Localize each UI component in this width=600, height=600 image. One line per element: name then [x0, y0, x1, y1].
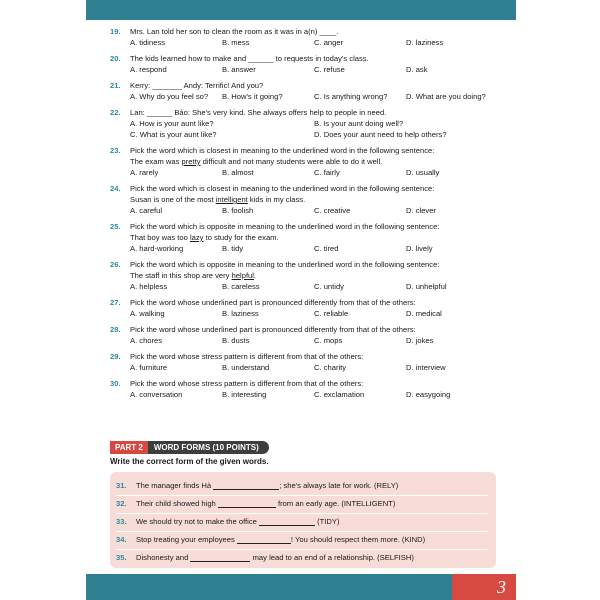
option-c: C. Is anything wrong? [314, 92, 388, 101]
option-d: D. easygoing [406, 390, 451, 399]
question-list [110, 26, 502, 405]
option-b: B. dusts [222, 336, 250, 345]
answer-blank [213, 481, 279, 490]
part-heading [110, 441, 269, 454]
option-d: D. clever [406, 206, 436, 215]
option-d: D. interview [406, 363, 446, 372]
question-number: 27. [110, 298, 121, 307]
question-text: Pick the word which is opposite in meaning to the underlined word in the following sentence: [130, 222, 440, 231]
option-b: B. Is your aunt doing well? [314, 119, 404, 128]
question-text: The kids learned how to make and ______ to requests in today's class. [130, 54, 369, 63]
option-a: A. chores [130, 336, 163, 345]
option-a: A. Why do you feel so? [130, 92, 209, 101]
question-text: Pick the word whose stress pattern is different from that of the others: [130, 352, 364, 361]
word-form-35 [116, 553, 414, 563]
underlined-word: pretty [181, 157, 201, 166]
word-forms-box [110, 472, 496, 568]
part-title: WORD FORMS (10 POINTS) [148, 441, 269, 454]
question-sentence: That boy was too lazy to study for the exam. [130, 233, 279, 242]
option-c: C. exclamation [314, 390, 365, 399]
sentence-start: The manager finds Hà [136, 481, 212, 490]
sentence-end: ; she's always late for work. (RELY) [279, 481, 399, 490]
option-c: C. anger [314, 38, 344, 47]
option-d: D. ask [406, 65, 428, 74]
question-text: Pick the word whose underlined part is pronounced differently from that of the others: [130, 325, 416, 334]
option-c: C. What is your aunt like? [130, 130, 217, 139]
sentence-start: Stop treating your employees [136, 535, 235, 544]
option-d: D. medical [406, 309, 442, 318]
question-sentence: Susan is one of the most intelligent kids in my class. [130, 195, 306, 204]
option-a: A. conversation [130, 390, 183, 399]
part-instruction: Write the correct form of the given words. [110, 457, 269, 466]
option-b: B. answer [222, 65, 256, 74]
answer-blank [259, 517, 315, 526]
question-number: 28. [110, 325, 121, 334]
question-29 [110, 351, 502, 373]
sentence-end: ! You should respect them more. (KIND) [290, 535, 426, 544]
option-a: A. walking [130, 309, 165, 318]
option-a: A. tidiness [130, 38, 166, 47]
question-number: 22. [110, 108, 121, 117]
part-label: PART 2 [110, 441, 148, 454]
question-number: 20. [110, 54, 121, 63]
question-20 [110, 53, 502, 75]
option-c: C. tired [314, 244, 339, 253]
option-b: B. foolish [222, 206, 254, 215]
question-text: Pick the word which is closest in meaning to the underlined word in the following sentence: [130, 146, 435, 155]
option-d: D. unhelpful [406, 282, 447, 291]
option-a: A. helpless [130, 282, 168, 291]
question-text: Pick the word which is opposite in meaning to the underlined word in the following sentence: [130, 260, 440, 269]
option-d: D. lively [406, 244, 433, 253]
answer-blank [218, 499, 276, 508]
sentence-end: from an early age. (INTELLIGENT) [278, 499, 396, 508]
option-b: B. understand [222, 363, 270, 372]
sentence-end: may lead to an end of a relationship. (SELFISH) [252, 553, 414, 562]
question-sentence: The staff in this shop are very helpful. [130, 271, 257, 280]
option-a: A. hard-working [130, 244, 184, 253]
sentence-start: We should try not to make the office [136, 517, 257, 526]
row-divider [116, 531, 488, 532]
underlined-word: intelligent [215, 195, 248, 204]
question-26 [110, 259, 502, 292]
word-form-31 [116, 481, 398, 491]
page-number: 3 [452, 574, 516, 600]
option-b: B. interesting [222, 390, 267, 399]
question-27 [110, 297, 502, 319]
row-divider [116, 513, 488, 514]
option-b: B. laziness [222, 309, 259, 318]
question-number: 35. [116, 553, 127, 562]
sentence-start: Dishonesty and [136, 553, 189, 562]
option-b: B. How's it going? [222, 92, 283, 101]
question-number: 23. [110, 146, 121, 155]
word-form-32 [116, 499, 395, 509]
question-number: 26. [110, 260, 121, 269]
question-text: Kerry: _______ Andy: Terrific! And you? [130, 81, 264, 90]
underlined-word: lazy [189, 233, 204, 242]
option-d: D. laziness [406, 38, 444, 47]
option-b: B. mess [222, 38, 250, 47]
option-d: D. What are you doing? [406, 92, 486, 101]
option-c: C. mops [314, 336, 343, 345]
question-number: 32. [116, 499, 127, 508]
question-24 [110, 183, 502, 216]
option-a: A. respond [130, 65, 167, 74]
answer-blank [190, 553, 250, 562]
row-divider [116, 495, 488, 496]
underlined-word: helpful [231, 271, 254, 280]
option-d: D. usually [406, 168, 440, 177]
question-19 [110, 26, 502, 48]
option-c: C. refuse [314, 65, 345, 74]
option-d: D. jokes [406, 336, 434, 345]
question-text: Pick the word whose stress pattern is different from that of the others: [130, 379, 364, 388]
question-22 [110, 107, 502, 140]
word-form-33 [116, 517, 339, 527]
sentence-end: (TIDY) [317, 517, 340, 526]
question-text: Pick the word whose underlined part is pronounced differently from that of the others: [130, 298, 416, 307]
answer-blank [237, 535, 291, 544]
footer-band [86, 574, 486, 600]
option-c: C. creative [314, 206, 351, 215]
question-21 [110, 80, 502, 102]
option-c: C. fairly [314, 168, 340, 177]
word-form-34 [116, 535, 425, 545]
question-25 [110, 221, 502, 254]
option-b: B. tidy [222, 244, 244, 253]
question-number: 19. [110, 27, 121, 36]
option-b: B. almost [222, 168, 254, 177]
sentence-start: Their child showed high [136, 499, 216, 508]
question-text: Pick the word which is closest in meaning to the underlined word in the following sentence: [130, 184, 435, 193]
option-c: C. reliable [314, 309, 349, 318]
question-number: 25. [110, 222, 121, 231]
question-text: Mrs. Lan told her son to clean the room as it was in a(n) ____. [130, 27, 339, 36]
header-band [86, 0, 516, 20]
question-23 [110, 145, 502, 178]
option-c: C. charity [314, 363, 347, 372]
option-a: A. careful [130, 206, 163, 215]
question-number: 31. [116, 481, 127, 490]
question-text: Lan: ______ Bảo: She's very kind. She always offers help to people in need. [130, 108, 387, 117]
question-30 [110, 378, 502, 400]
option-a: A. rarely [130, 168, 159, 177]
question-28 [110, 324, 502, 346]
option-a: A. furniture [130, 363, 168, 372]
option-b: B. careless [222, 282, 260, 291]
option-a: A. How is your aunt like? [130, 119, 214, 128]
question-number: 33. [116, 517, 127, 526]
row-divider [116, 549, 488, 550]
question-number: 30. [110, 379, 121, 388]
question-number: 24. [110, 184, 121, 193]
option-d: D. Does your aunt need to help others? [314, 130, 447, 139]
question-number: 29. [110, 352, 121, 361]
question-sentence: The exam was pretty difficult and not many students were able to do it well. [130, 157, 383, 166]
question-number: 34. [116, 535, 127, 544]
question-number: 21. [110, 81, 121, 90]
option-c: C. untidy [314, 282, 344, 291]
